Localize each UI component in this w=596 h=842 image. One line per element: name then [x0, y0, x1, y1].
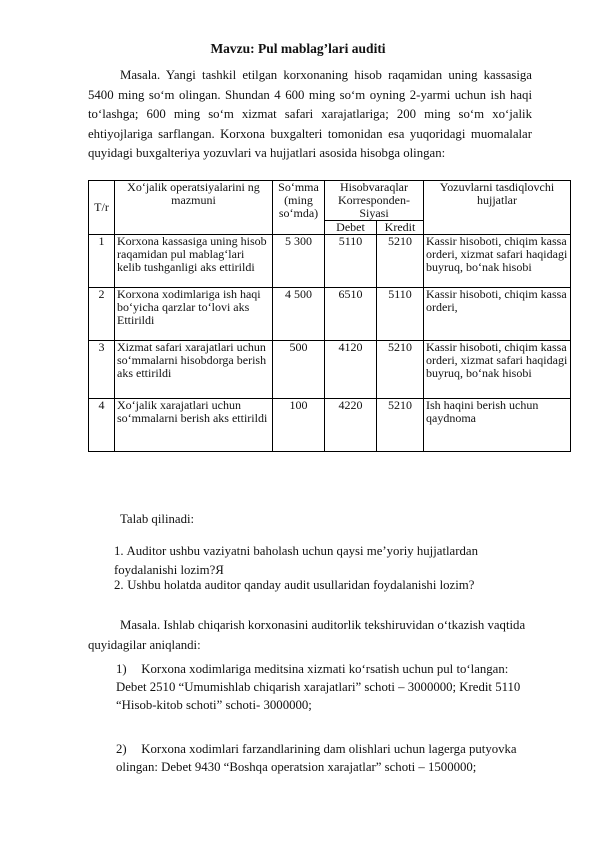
row-num: 4 — [89, 399, 115, 452]
row-num: 2 — [89, 288, 115, 341]
col-credit-header: Kredit — [377, 221, 424, 235]
finding-text: Korxona xodimlari farzandlarining dam olishlari uchun lagerga putyovka olingan: Debet 9430 “Boshqa operatsion xarajatlar” schoti – 1500000; — [116, 742, 517, 774]
question-number: 2. — [114, 578, 124, 592]
col-docs-header: Yozuvlarni tasdiqlovchi hujjatlar — [424, 181, 571, 235]
row-docs: Ish haqini berish uchun qaydnoma — [424, 399, 571, 452]
finding-text: Korxona xodimlariga meditsina xizmati ko‘rsatish uchun pul to‘langan: Debet 2510 “Umumishlab chiqarish xarajatlari” schoti – 3000000; Kredit 5110 “Hisob-kitob schoti” schoti- 3000000; — [116, 662, 521, 712]
row-operation: Korxona xodimlariga ish haqi bo‘yicha qarzlar to‘lovi aks Ettirildi — [115, 288, 273, 341]
col-debit-header: Debet — [325, 221, 377, 235]
finding-number: 2) — [116, 742, 127, 756]
row-debit: 4220 — [325, 399, 377, 452]
row-debit: 5110 — [325, 235, 377, 288]
finding-item — [116, 740, 536, 776]
row-credit: 5210 — [377, 399, 424, 452]
table-row — [89, 399, 571, 452]
row-operation: Korxona kassasiga uning hisob raqamidan pul mablag‘lari kelib tushganligi aks ettirildi — [115, 235, 273, 288]
question-item — [114, 542, 544, 580]
question-text: Auditor ushbu vaziyatni baholash uchun qaysi me’yoriy hujjatlardan foydalanishi lozim?Я — [114, 544, 478, 577]
row-amount: 5 300 — [273, 235, 325, 288]
row-credit: 5210 — [377, 341, 424, 399]
row-docs: Kassir hisoboti, chiqim kassa orderi, xizmat safari haqidagi buyruq, bo‘nak hisobi — [424, 341, 571, 399]
finding-number: 1) — [116, 662, 127, 676]
table-row — [89, 235, 571, 288]
question-number: 1. — [114, 544, 124, 558]
table-row — [89, 288, 571, 341]
row-docs: Kassir hisoboti, chiqim kassa orderi, — [424, 288, 571, 341]
page-title: Mavzu: Pul mablag’lari auditi — [210, 41, 386, 56]
row-operation: Xizmat safari xarajatlari uchun so‘mmalarni hisobdorga berish aks ettirildi — [115, 341, 273, 399]
col-num-header: T/r — [89, 181, 115, 235]
row-docs: Kassir hisoboti, chiqim kassa orderi, xizmat safari haqidagi buyruq, bo‘nak hisobi — [424, 235, 571, 288]
table-row — [89, 341, 571, 399]
row-num: 1 — [89, 235, 115, 288]
row-operation: Xo‘jalik xarajatlari uchun so‘mmalarni berish aks ettirildi — [115, 399, 273, 452]
col-amount-header: So‘mma (ming so‘mda) — [273, 181, 325, 235]
row-credit: 5210 — [377, 235, 424, 288]
row-credit: 5110 — [377, 288, 424, 341]
problem-statement: Masala. Yangi tashkil etilgan korxonaning hisob raqamidan uning kassasiga 5400 ming so‘m olingan. Shundan 4 600 ming so‘m oyning 2-yarmi uchun ish haqi to‘lashga; 600 ming so‘m xizmat safari xarajatlariga; 200 ming so‘m xo‘jalik ehtiyojlariga sarflangan. Korxona buxgalteri tomonidan esa yuqoridagi muomalalar quyidagi buxgalteriya yozuvlari va hujjatlari asosida hisobga olingan: — [88, 68, 532, 161]
required-label: Talab qilinadi: — [120, 512, 195, 526]
row-debit: 4120 — [325, 341, 377, 399]
row-debit: 6510 — [325, 288, 377, 341]
question-text: Ushbu holatda auditor qanday audit usullaridan foydalanishi lozim? — [127, 578, 475, 592]
row-amount: 500 — [273, 341, 325, 399]
row-amount: 4 500 — [273, 288, 325, 341]
journal-table — [88, 180, 571, 452]
col-operation-header: Xo‘jalik operatsiyalarini ng mazmuni — [115, 181, 273, 235]
question-item — [114, 576, 544, 595]
row-num: 3 — [89, 341, 115, 399]
col-accounts-header: Hisobvaraqlar Korresponden-Siyasi — [325, 181, 424, 221]
second-task-statement: Masala. Ishlab chiqarish korxonasini auditorlik tekshiruvidan o‘tkazish vaqtida quyidagilar aniqlandi: — [88, 618, 526, 652]
row-amount: 100 — [273, 399, 325, 452]
finding-item — [116, 660, 536, 714]
